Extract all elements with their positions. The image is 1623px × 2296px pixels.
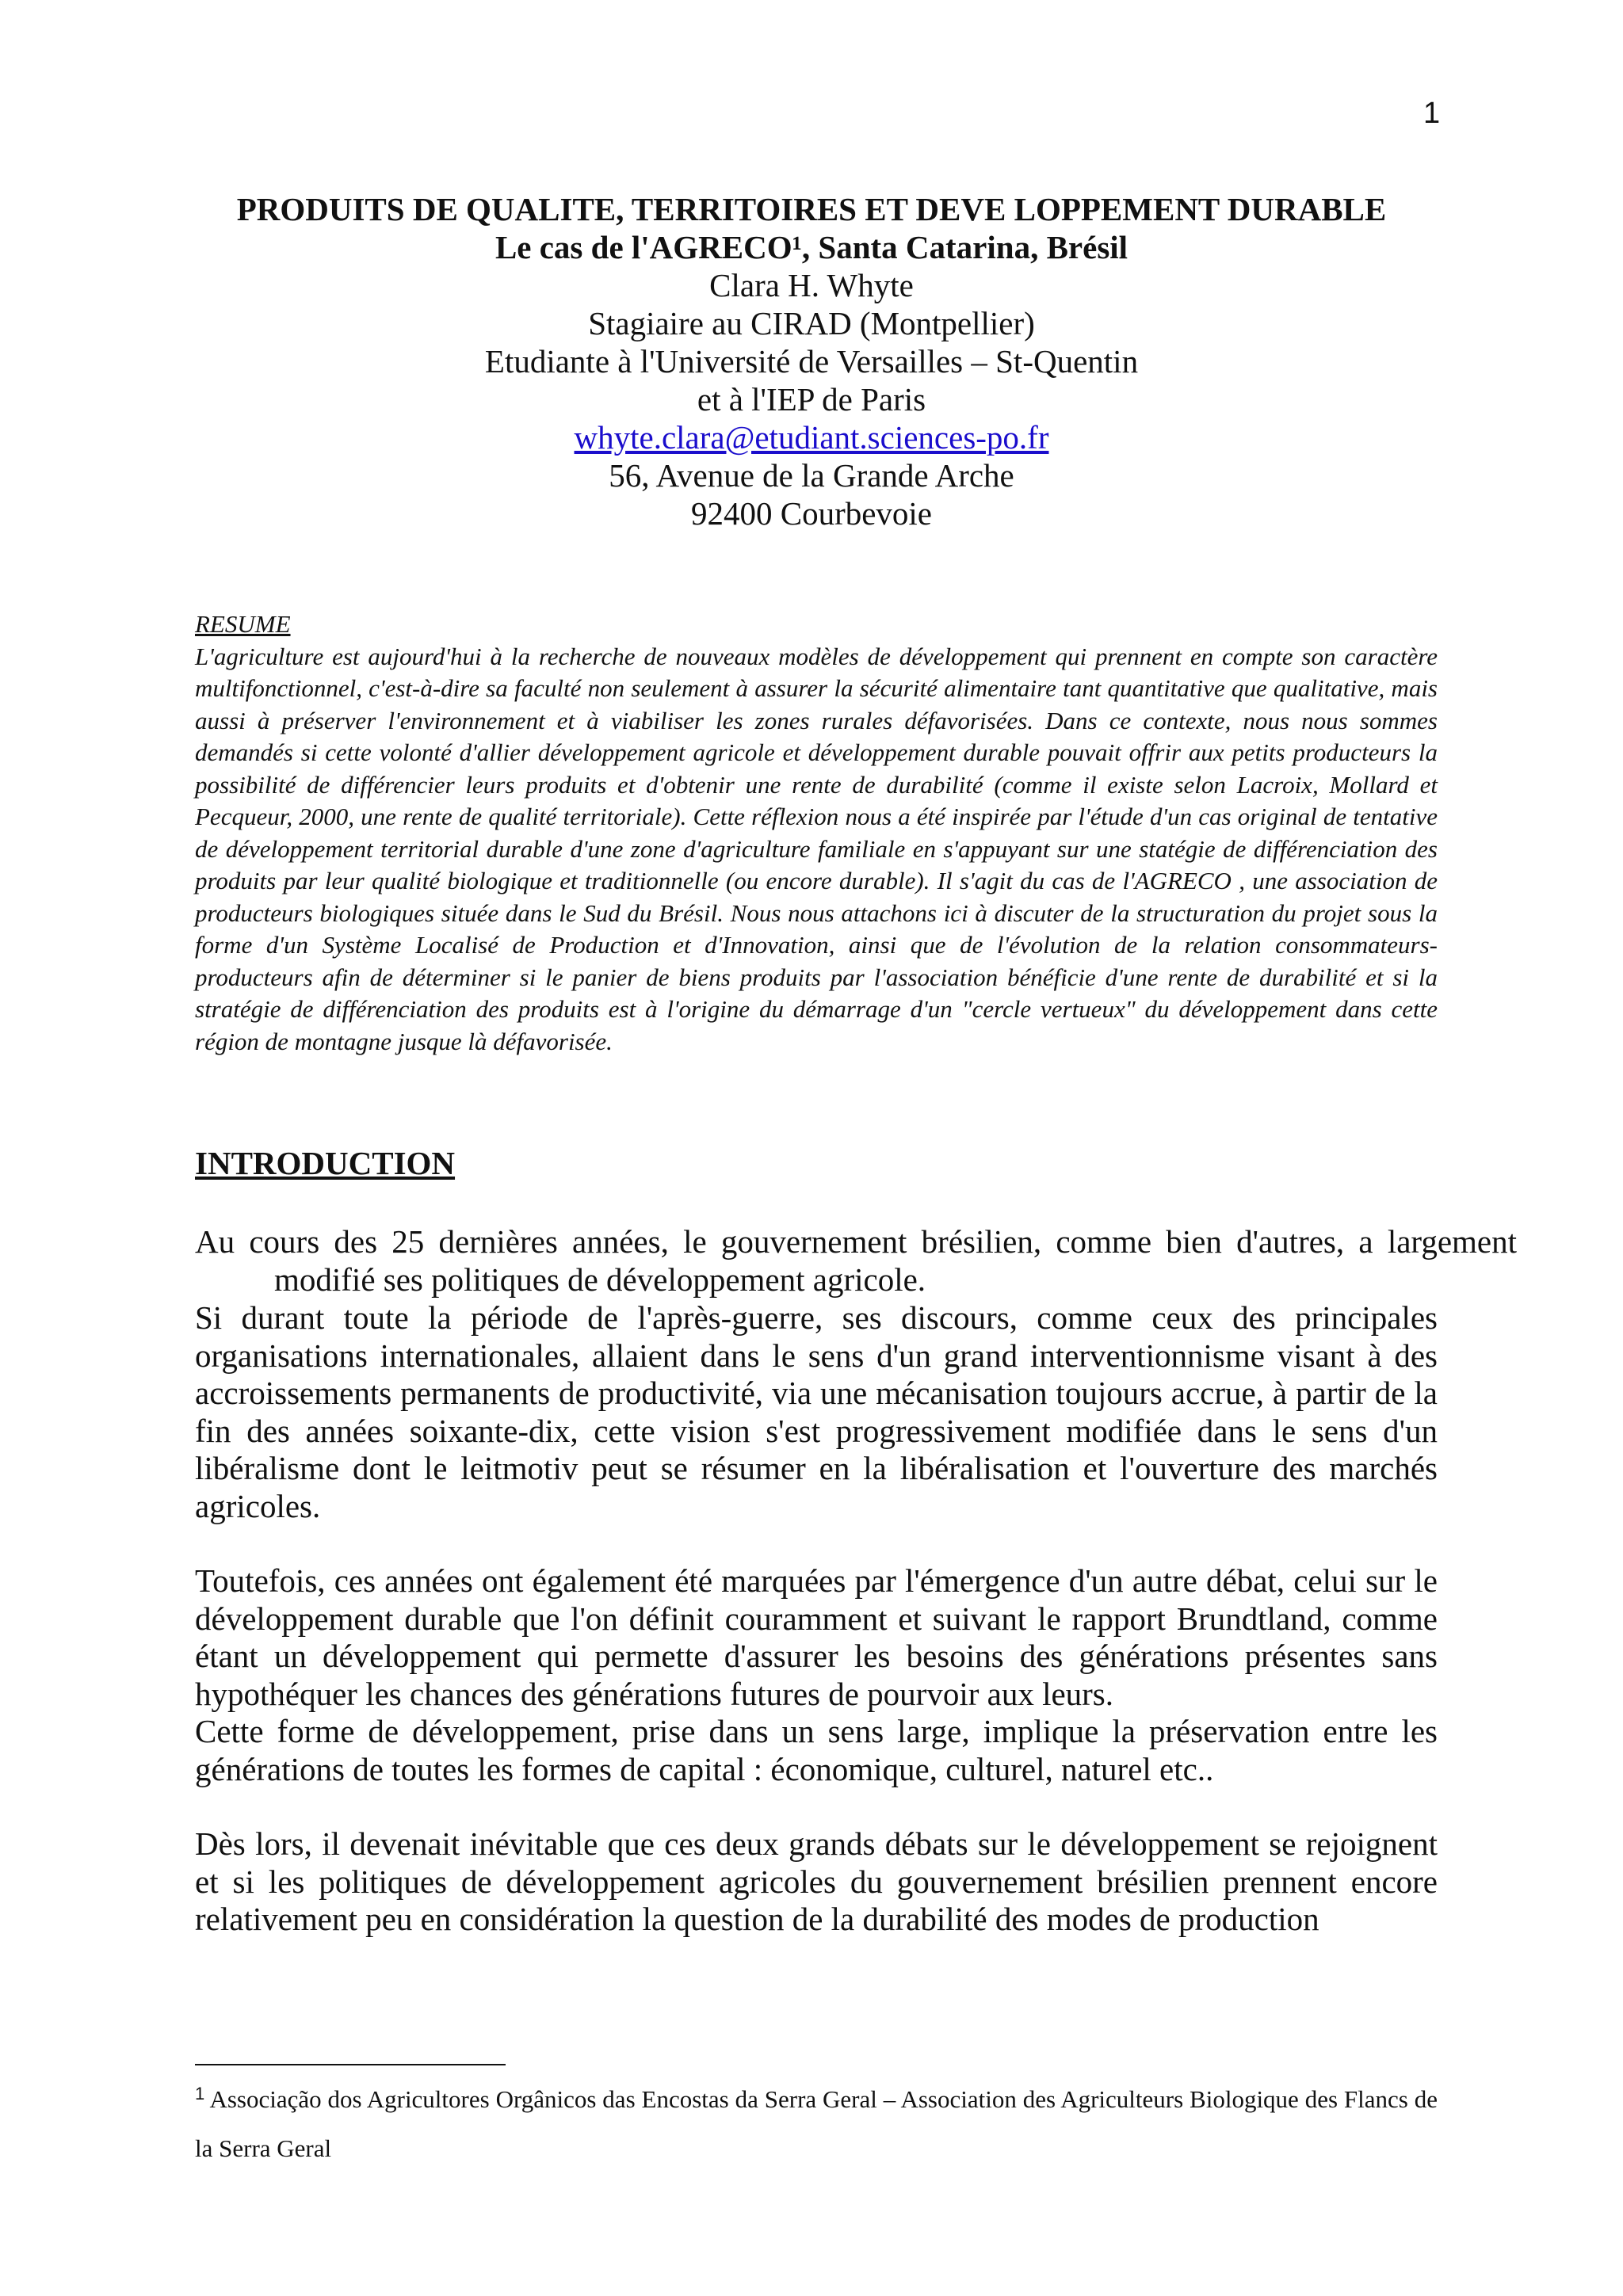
author-institute: et à l'IEP de Paris [697, 381, 926, 418]
intro-paragraph [195, 1562, 1438, 1788]
author-position: Stagiaire au CIRAD (Montpellier) [588, 305, 1035, 341]
author-name: Clara H. Whyte [709, 267, 914, 303]
page-number: 1 [1423, 97, 1441, 130]
address-street: 56, Avenue de la Grande Arche [609, 457, 1014, 494]
paragraph-text: Au cours des 25 dernières années, le gouvernement brésilien, comme bien d'autres, a largement modifié ses politiques de développement agricole. [195, 1223, 1517, 1298]
paragraph-text: Si durant toute la période de l'après-guerre, ses discours, comme ceux des principales organisations internationales, allaient dans le sens d'un grand interventionnisme visant à des accroissements permanents de productivité, via une mécanisation toujours accrue, à partir de la fin des années soixante-dix, cette vision s'est progressivement modifiée dans le sens d'un libéralisme dont le leitmotiv peut se résumer en la libéralisation et l'ouverture des marchés agricoles. [195, 1299, 1438, 1524]
author-email-link[interactable]: whyte.clara@etudiant.sciences-po.fr [574, 419, 1049, 456]
paragraph-text: Cette forme de développement, prise dans un sens large, implique la préservation entre les générations de toutes les formes de capital : économique, culturel, naturel etc.. [195, 1713, 1438, 1787]
abstract [195, 608, 1438, 1058]
intro-paragraph [195, 1223, 1517, 1299]
intro-paragraph [195, 1825, 1438, 1939]
intro-paragraph [195, 1299, 1438, 1525]
paper-header [0, 190, 1623, 532]
abstract-text: L'agriculture est aujourd'hui à la recherche de nouveaux modèles de développement qui prennent en compte son caractère multifonctionnel, c'est-à-dire sa faculté non seulement à assurer la sécurité alimentaire tant quantitative que qualitative, mais aussi à préserver l'environnement et à viabiliser les zones rurales défavorisées. Dans ce contexte, nous nous sommes demandés si cette volonté d'allier développement agricole et développement durable pouvait offrir aux petits producteurs la possibilité de différencier leurs produits et d'obtenir une rente de durabilité (comme il existe selon Lacroix, Mollard et Pecqueur, 2000, une rente de qualité territoriale). Cette réflexion nous a été inspirée par l'étude d'un cas original de tentative de développement territorial durable d'une zone d'agriculture familiale en s'appuyant sur une statégie de différenciation des produits par leur qualité biologique et traditionnelle (ou encore durable). Il s'agit du cas de l'AGRECO , une association de producteurs biologiques située dans le Sud du Brésil. Nous nous attachons ici à discuter de la structuration du projet sous la forme d'un Système Localisé de Production et d'Innovation, ainsi que de l'évolution de la relation consommateurs-producteurs afin de déterminer si le panier de biens produits par l'association bénéficie d'une rente de durabilité et si la stratégie de différenciation des produits est à l'origine du démarrage d'un "cercle vertueux" du développement dans cette région de montagne jusque là défavorisée. [195, 642, 1438, 1055]
author-university: Etudiante à l'Université de Versailles – St-Quentin [484, 343, 1139, 379]
paper-subtitle: Le cas de l'AGRECO¹, Santa Catarina, Brésil [495, 229, 1128, 265]
footnote-text: Associação dos Agricultores Orgânicos das Encostas da Serra Geral – Association des Agriculteurs Biologique des Flancs de la Serra Geral [195, 2085, 1438, 2162]
address-city: 92400 Courbevoie [690, 495, 933, 532]
abstract-label: RESUME [195, 610, 291, 638]
paragraph-text: Dès lors, il devenait inévitable que ces deux grands débats sur le développement se rejoignent et si les politiques de développement agricoles du gouvernement brésilien prennent encore relativement peu en considération la question de la durabilité des modes de production [195, 1825, 1438, 1937]
footnote-marker: 1 [195, 2084, 205, 2103]
paper-title: PRODUITS DE QUALITE, TERRITOIRES ET DEVE LOPPEMENT DURABLE [236, 191, 1387, 227]
paragraph-text: Toutefois, ces années ont également été marquées par l'émergence d'un autre débat, celui sur le développement durable que l'on définit couramment et suivant le rapport Brundtland, comme étant un développement qui permette d'assurer les besoins des générations présentes sans hypothéquer les chances des générations futures de pourvoir aux leurs. [195, 1562, 1438, 1712]
footnote [195, 2069, 1438, 2173]
footnote-divider [195, 2064, 506, 2065]
section-title-introduction: INTRODUCTION [195, 1145, 456, 1181]
